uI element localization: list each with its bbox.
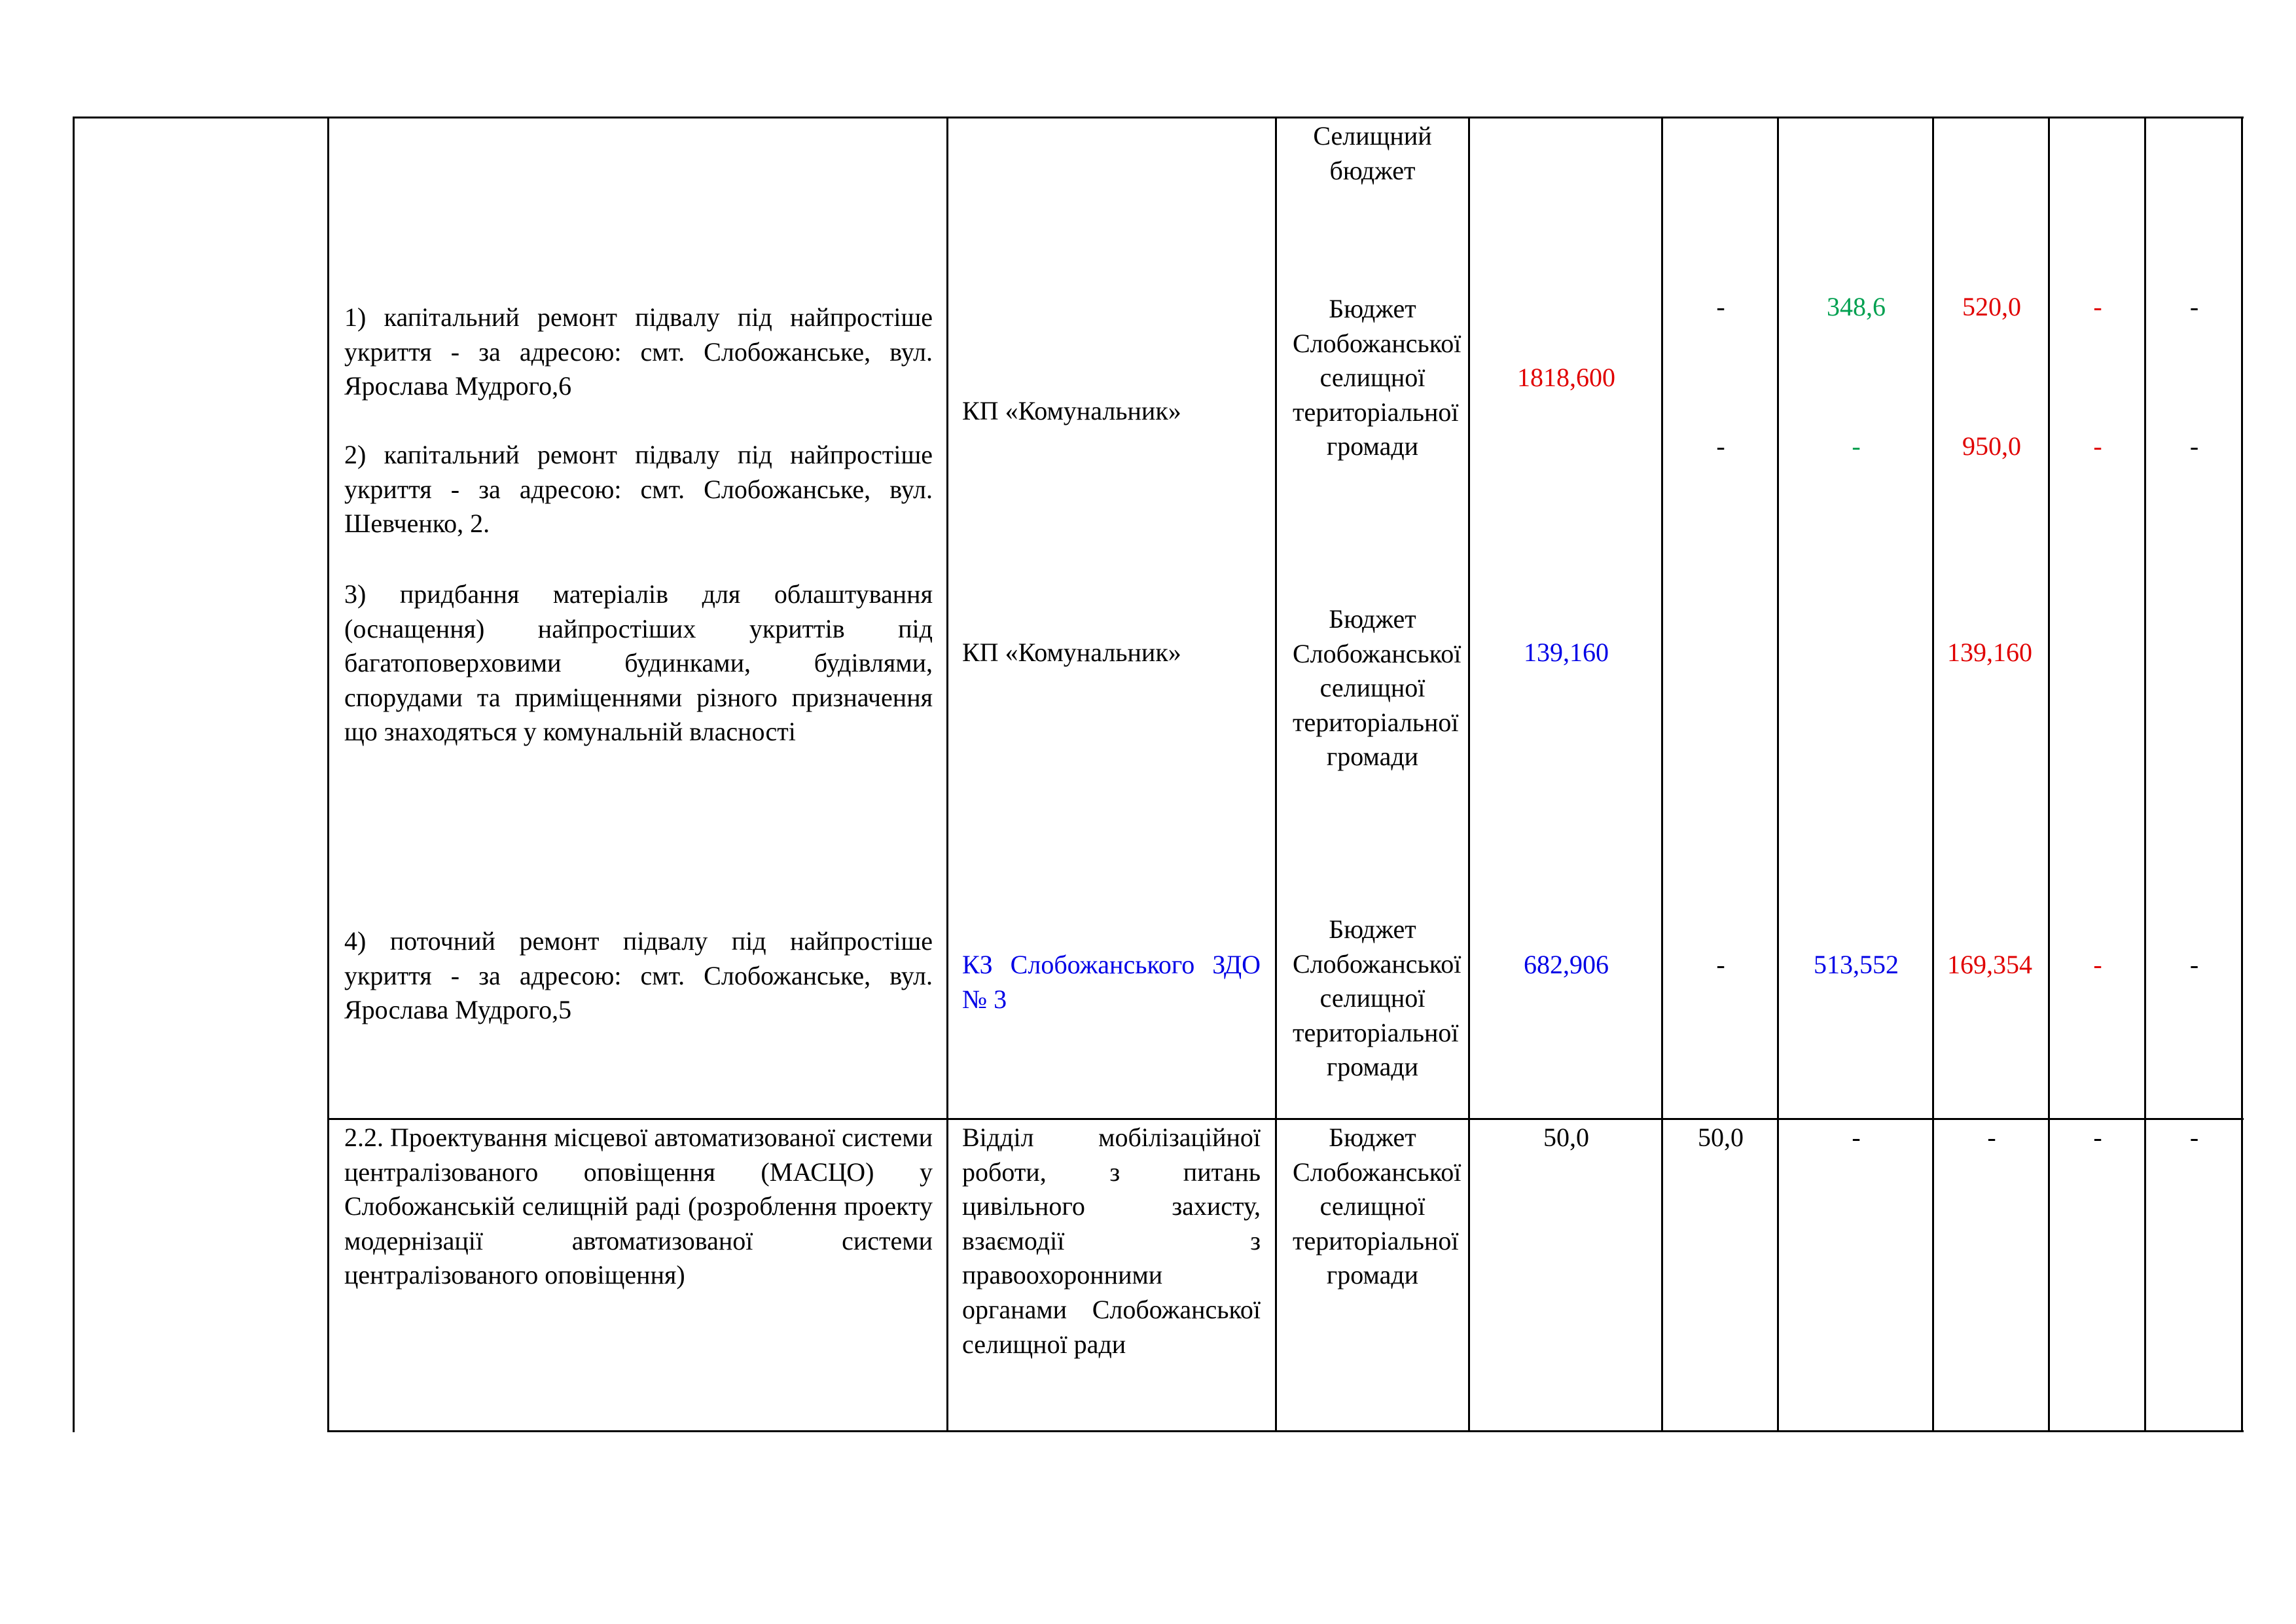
executor: КЗ Слобожанського ЗДО № 3 xyxy=(962,950,1261,1014)
amount: 169,354 xyxy=(1947,950,2032,979)
measure-description: 2) капітальний ремонт підвалу під найпростіше укриття - за адресою: смт. Слобожанське, вул. Шевченко, 2. xyxy=(344,440,933,539)
left-border xyxy=(73,117,75,1432)
amount: - xyxy=(1852,431,1861,461)
amount: - xyxy=(1852,1123,1861,1152)
amount: 50,0 xyxy=(1698,1123,1744,1152)
amount: - xyxy=(2189,950,2199,979)
amount: 520,0 xyxy=(1962,292,2021,321)
executor: КП «Комунальник» xyxy=(962,638,1181,667)
total-amount: 682,906 xyxy=(1524,950,1609,979)
funding-source: Бюджет Слобожанської селищної територіальної громади xyxy=(1293,604,1462,772)
funding-source: Бюджет Слобожанської селищної територіальної громади xyxy=(1293,1123,1462,1290)
col-border xyxy=(946,117,948,1432)
col-border xyxy=(1468,117,1470,1432)
amount: - xyxy=(2189,431,2199,461)
amount: 139,160 xyxy=(1947,638,2032,667)
measure-description: 1) капітальний ремонт підвалу під найпростіше укриття - за адресою: смт. Слобожанське, вул. Ярослава Мудрого,6 xyxy=(344,302,933,401)
funding-source: Бюджет Слобожанської селищної територіальної громади xyxy=(1293,914,1462,1082)
amount: - xyxy=(1716,950,1725,979)
table-bottom-border xyxy=(328,1430,2244,1432)
amount: - xyxy=(2189,292,2199,321)
row-divider xyxy=(328,1118,2244,1120)
measure-description: 3) придбання матеріалів для облаштування (оснащення) найпростіших укриттів під багатоповерховими будинками, будівлями, спорудами та приміщеннями різного призначення що знаходяться у комунальній власності xyxy=(344,579,933,747)
col-border xyxy=(1275,117,1277,1432)
amount: 513,552 xyxy=(1814,950,1899,979)
funding-source: Бюджет Слобожанської селищної територіальної громади xyxy=(1293,294,1462,461)
total-amount: 50,0 xyxy=(1543,1123,1589,1152)
amount: - xyxy=(2093,1123,2102,1152)
col-border xyxy=(327,117,329,1432)
amount: - xyxy=(2189,1123,2199,1152)
amount: - xyxy=(2093,950,2102,979)
amount: 348,6 xyxy=(1827,292,1886,321)
executor: Відділ мобілізаційної роботи, з питань цивільного захисту, взаємодії з правоохоронними органами Слобожанської селищної ради xyxy=(962,1123,1261,1359)
amount: - xyxy=(2093,431,2102,461)
total-amount: 139,160 xyxy=(1524,638,1609,667)
executor: КП «Комунальник» xyxy=(962,396,1181,425)
table-top-border xyxy=(73,117,2244,118)
amount: - xyxy=(1716,431,1725,461)
measure-description: 2.2. Проектування місцевої автоматизованої системи централізованого оповіщення (МАСЦО) у Слобожанській селищній раді (розроблення проекту модернізації автоматизованої системи централізованого оповіщення) xyxy=(344,1123,933,1290)
funding-source: Селищний бюджет xyxy=(1313,121,1432,185)
amount: 950,0 xyxy=(1962,431,2021,461)
total-amount: 1818,600 xyxy=(1517,363,1615,392)
amount: - xyxy=(1987,1123,1996,1152)
col-border xyxy=(1661,117,1663,1432)
amount: - xyxy=(2093,292,2102,321)
amount: - xyxy=(1716,292,1725,321)
measure-description: 4) поточний ремонт підвалу під найпростіше укриття - за адресою: смт. Слобожанське, вул. Ярослава Мудрого,5 xyxy=(344,926,933,1025)
